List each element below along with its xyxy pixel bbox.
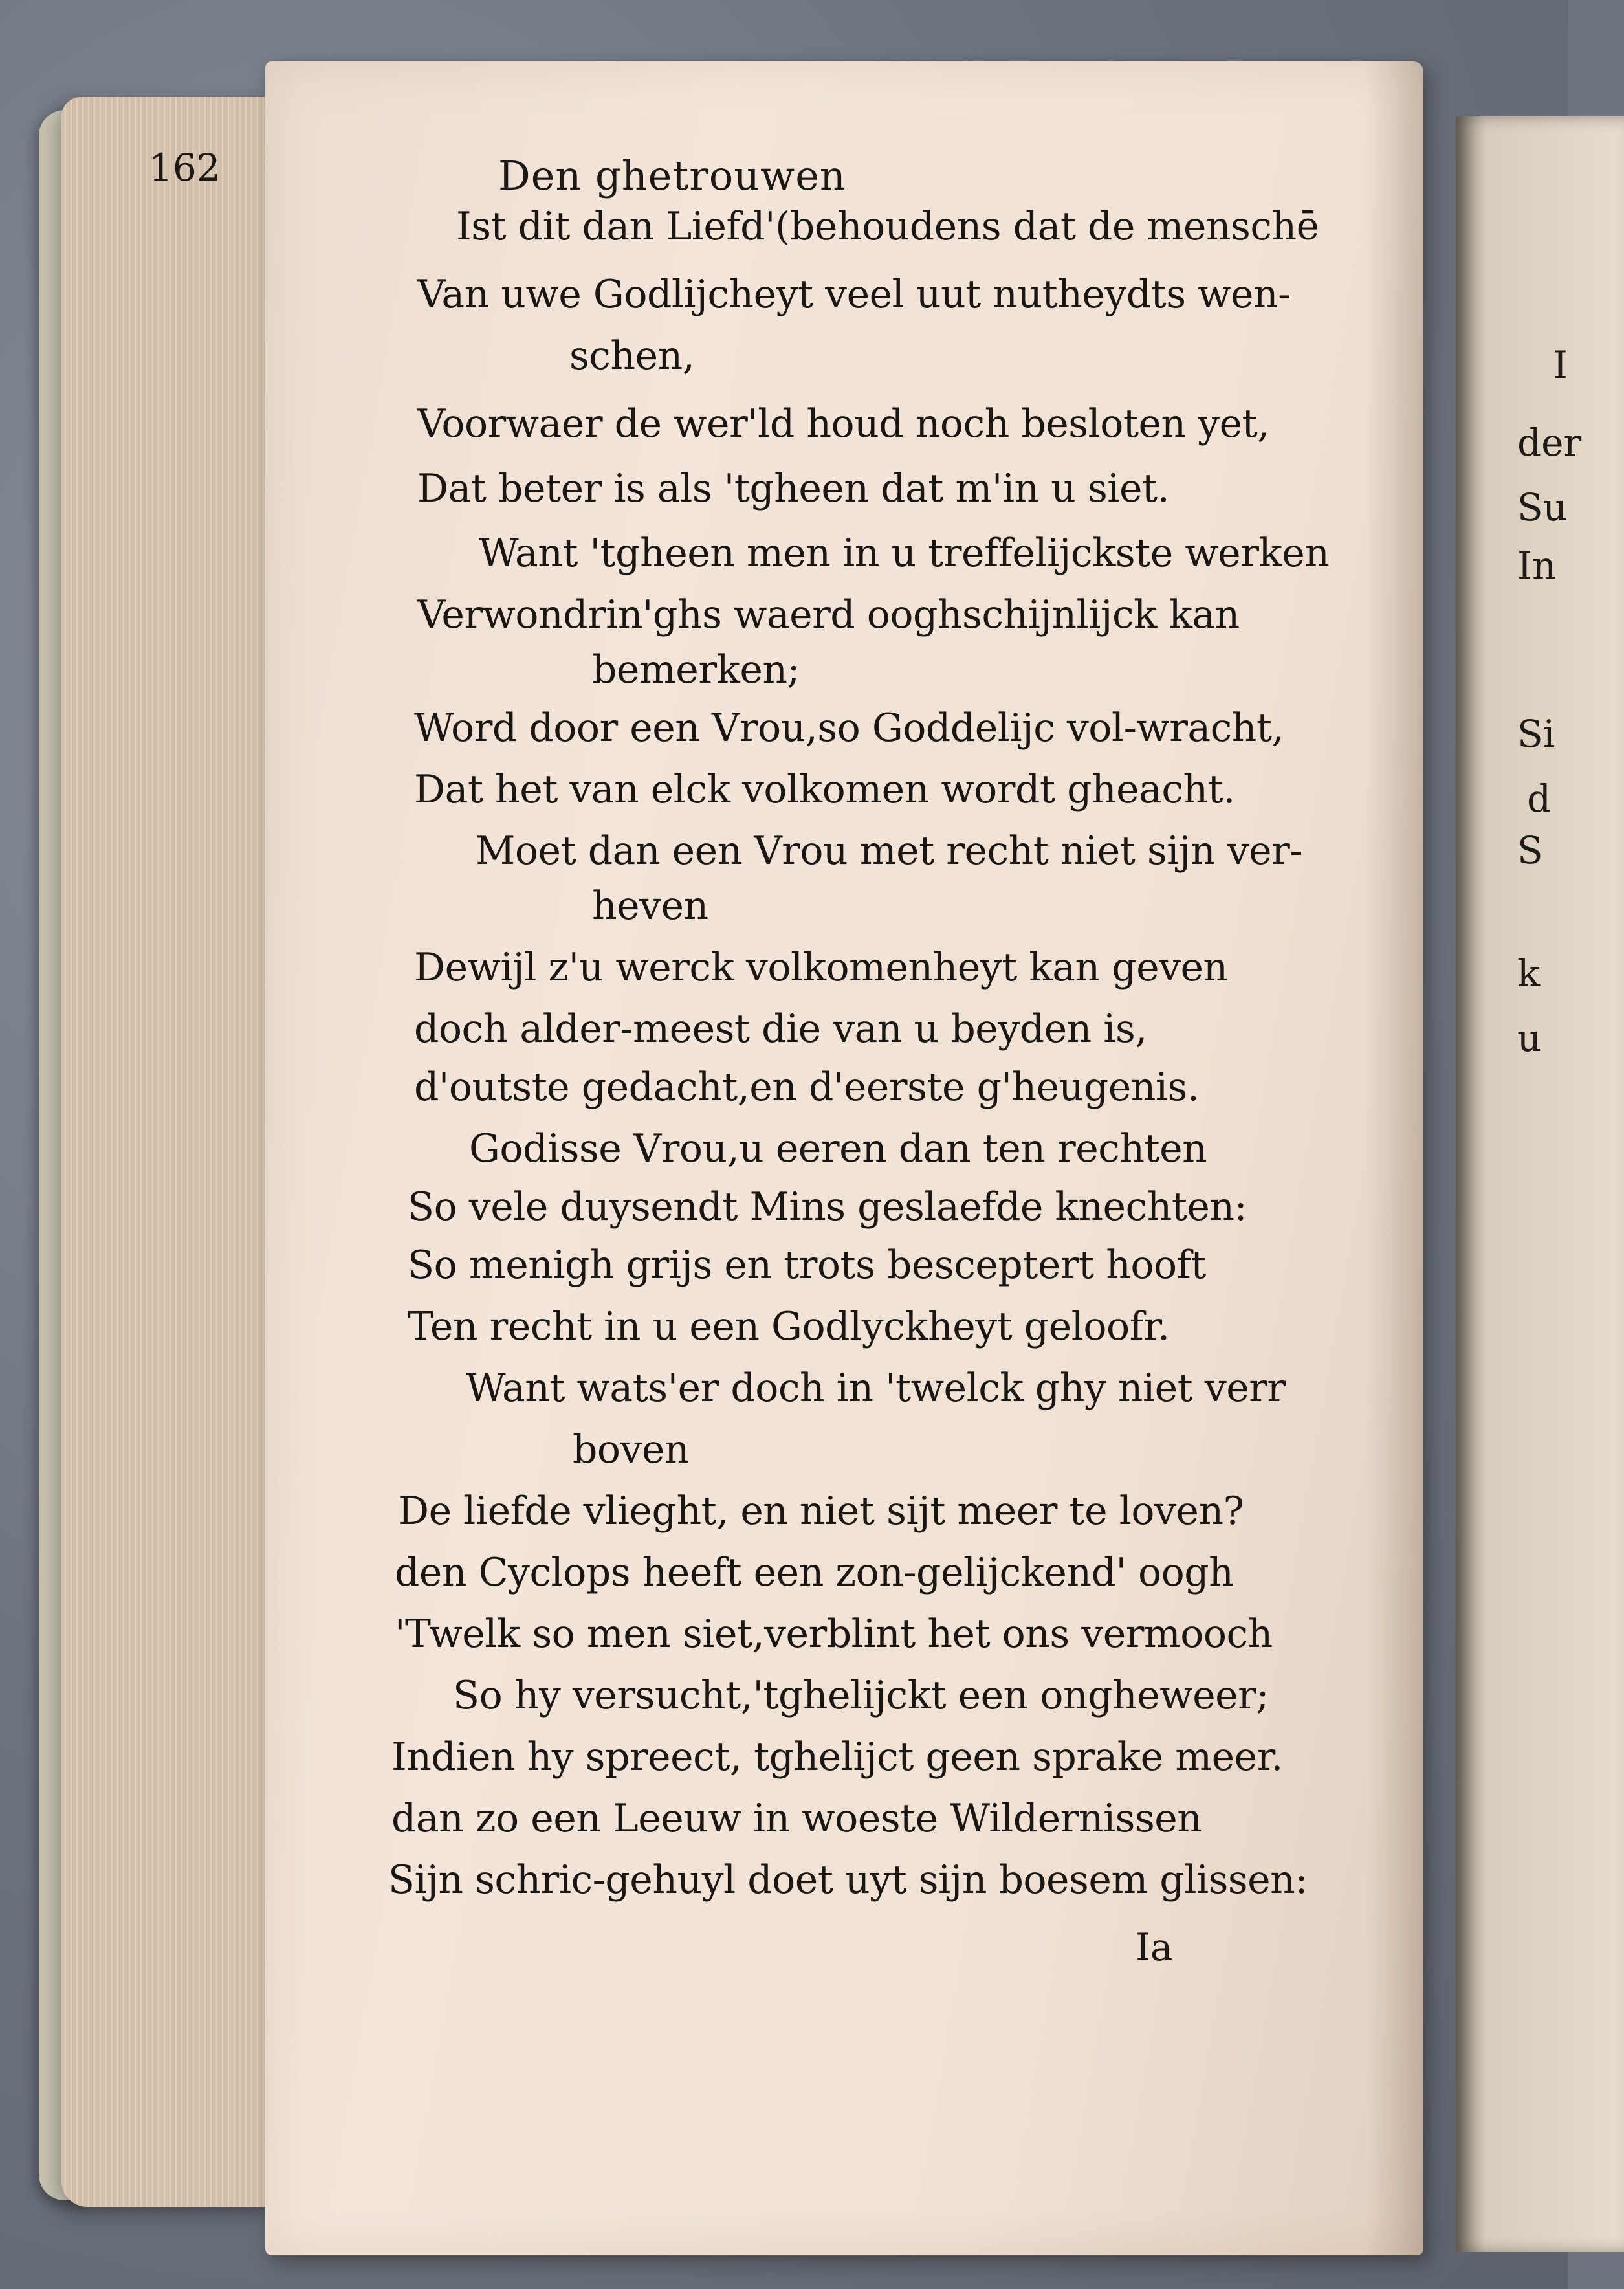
verse-line: d'outste gedacht,en d'eerste g'heugenis.	[414, 1065, 1200, 1110]
verse-line: Van uwe Godlijcheyt veel uut nutheydts wen-	[417, 272, 1291, 317]
verse-line: De liefde vlieght, en niet sijt meer te loven?	[398, 1488, 1244, 1534]
verse-line: Godisse Vrou,u eeren dan ten rechten	[469, 1126, 1207, 1171]
verse-line: Dewijl z'u werck volkomenheyt kan geven	[414, 945, 1228, 990]
verse-line: doch alder-meest die van u beyden is,	[414, 1006, 1147, 1052]
verse-line: Word door een Vrou,so Goddelijc vol-wracht,	[414, 705, 1284, 751]
verse-line: So hy versucht,'tghelijckt een ongheweer;	[453, 1673, 1269, 1718]
verse-line: Ist dit dan Liefd'(behoudens dat de menschē	[456, 204, 1319, 249]
verse-line: Voorwaer de wer'ld houd noch besloten yet,	[417, 401, 1269, 447]
facing-fragment: I	[1553, 343, 1568, 387]
facing-fragment: der	[1517, 421, 1582, 465]
facing-fragment: k	[1517, 951, 1541, 995]
verse-line: Indien hy spreect, tghelijct geen sprake meer.	[391, 1734, 1283, 1780]
verse-line: schen,	[569, 333, 695, 379]
page-number: 162	[149, 146, 221, 190]
verse-line: heven	[592, 883, 708, 929]
facing-fragment: Su	[1517, 485, 1568, 529]
running-head: Den ghetrouwen	[498, 152, 846, 199]
facing-fragment: u	[1517, 1016, 1542, 1060]
facing-fragment: d	[1527, 777, 1552, 821]
verse-line: Dat beter is als 'tgheen dat m'in u siet.	[417, 466, 1170, 511]
verse-line: Moet dan een Vrou met recht niet sijn ver-	[476, 828, 1303, 874]
facing-fragment: S	[1517, 828, 1543, 872]
verse-line: dan zo een Leeuw in woeste Wildernissen	[391, 1796, 1202, 1841]
facing-fragment: In	[1517, 544, 1557, 588]
verse-line: Sijn schric-gehuyl doet uyt sijn boesem glissen:	[388, 1857, 1308, 1903]
facing-fragment: Si	[1517, 712, 1555, 756]
page-gutter-shadow	[1365, 61, 1423, 2255]
verse-line: boven	[573, 1427, 690, 1472]
verse-line: 'Twelk so men siet,verblint het ons vermooch	[395, 1611, 1273, 1657]
verse-line: Ten recht in u een Godlyckheyt geloofr.	[408, 1304, 1170, 1349]
page-block-edges	[61, 97, 275, 2207]
verse-line: So vele duysendt Mins geslaefde knechten:	[408, 1184, 1247, 1230]
catchword: Ia	[1136, 1925, 1173, 1969]
verse-line: So menigh grijs en trots besceptert hooft	[408, 1243, 1206, 1288]
verse-line: bemerken;	[592, 647, 800, 692]
verse-line: Verwondrin'ghs waerd ooghschijnlijck kan	[417, 592, 1240, 637]
facing-page	[1456, 116, 1624, 2252]
verse-line: Want 'tgheen men in u treffelijckste werken	[479, 531, 1330, 576]
verse-line: den Cyclops heeft een zon-gelijckend' oogh	[395, 1550, 1234, 1595]
verse-line: Dat het van elck volkomen wordt gheacht.	[414, 767, 1235, 812]
verse-line: Want wats'er doch in 'twelck ghy niet verr	[466, 1366, 1286, 1411]
